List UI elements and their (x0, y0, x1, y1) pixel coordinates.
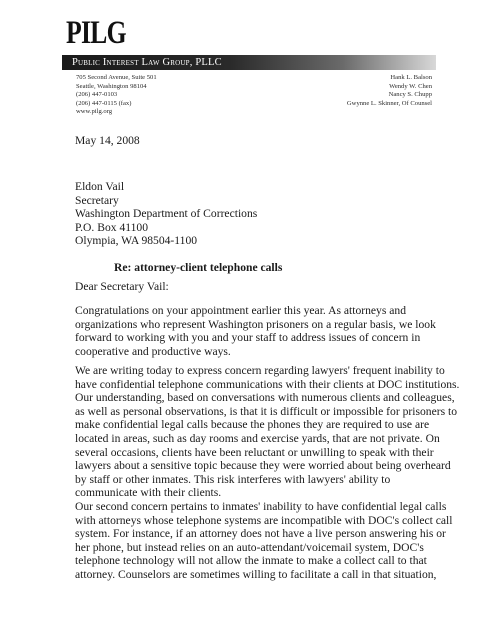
paragraph-line: by staff or other inmates. This risk interferes with lawyers' ability to (75, 472, 391, 486)
letter-date: May 14, 2008 (75, 134, 140, 147)
paragraph-line: with attorneys whose telephone systems are incompatible with DOC's collect call (75, 513, 453, 527)
salutation: Dear Secretary Vail: (75, 280, 169, 293)
paragraph-line: attorney. Counselors are sometimes willing to facilitate a call in that situation, (75, 567, 437, 581)
subject-line: Re: attorney-client telephone calls (114, 261, 283, 274)
paragraph-line: communicate with their clients. (75, 486, 222, 500)
paragraph-line: organizations who represent Washington prisoners on a regular basis, we look (75, 317, 436, 331)
paragraph-line: her phone, but instead relies on an auto-attendant/voicemail system, DOC's (75, 540, 424, 554)
paragraph-line: system. For instance, if an attorney does not have a live person answering his or (75, 527, 446, 541)
paragraph-line: forward to working with you and your staff to address issues of concern in (75, 331, 421, 345)
paragraph-line: telephone technology will not allow the inmate to make a collect call to that (75, 554, 427, 568)
paragraph-line: Our second concern pertains to inmates' inability to have confidential legal calls (75, 500, 447, 513)
phone-line: (206) 447-0103 (76, 91, 118, 99)
attorney-name: Wendy W. Chen (389, 82, 432, 90)
recipient-line: Washington Department of Corrections (75, 207, 258, 221)
fax-line: (206) 447-0115 (fax) (76, 99, 132, 107)
paragraph-line: lawyers about a sensitive topic because they were worried about being overheard (75, 459, 451, 473)
paragraph-1 (75, 304, 435, 358)
paragraph-line: We are writing today to express concern regarding lawyers' frequent inability to (75, 364, 445, 377)
recipient-line: Olympia, WA 98504-1100 (75, 234, 198, 248)
recipient-line: Secretary (75, 193, 119, 207)
address-line: Seattle, Washington 98104 (76, 82, 147, 90)
paragraph-line: Congratulations on your appointment earlier this year. As attorneys and (75, 304, 406, 317)
firm-name: Public Interest Law Group, PLLC (72, 57, 222, 68)
paragraph-line: located in areas, such as day rooms and exercise yards, that are not private. On (75, 431, 440, 445)
website-line: www.pilg.org (76, 108, 113, 116)
firm-address (76, 74, 157, 117)
attorney-name: Gwynne L. Skinner, Of Counsel (346, 99, 432, 107)
paragraph-line: several occasions, clients have been reluctant or unwilling to speak with their (75, 445, 434, 459)
recipient-line: Eldon Vail (75, 180, 125, 193)
attorney-list (347, 74, 432, 108)
attorney-name: Nancy S. Chupp (388, 91, 432, 99)
paragraph-line: have confidential telephone communications with their clients at DOC institutions. (75, 377, 460, 391)
firm-name-banner (62, 55, 436, 70)
paragraph-line: make confidential legal calls because the phones they are required to use are (75, 418, 430, 432)
recipient-block (75, 180, 257, 248)
firm-logo: PILG (66, 15, 126, 51)
paragraph-3 (75, 500, 453, 582)
paragraph-line: as well as personal observations, is that it is difficult or impossible for prisoners to (75, 404, 457, 418)
attorney-name: Hank L. Balson (390, 74, 432, 81)
recipient-line: P.O. Box 41100 (75, 220, 149, 234)
paragraph-line: cooperative and productive ways. (75, 344, 231, 358)
paragraph-2 (75, 364, 460, 500)
address-line: 705 Second Avenue, Suite 501 (76, 74, 157, 81)
paragraph-line: Our understanding, based on conversations with numerous clients and colleagues, (75, 391, 455, 405)
